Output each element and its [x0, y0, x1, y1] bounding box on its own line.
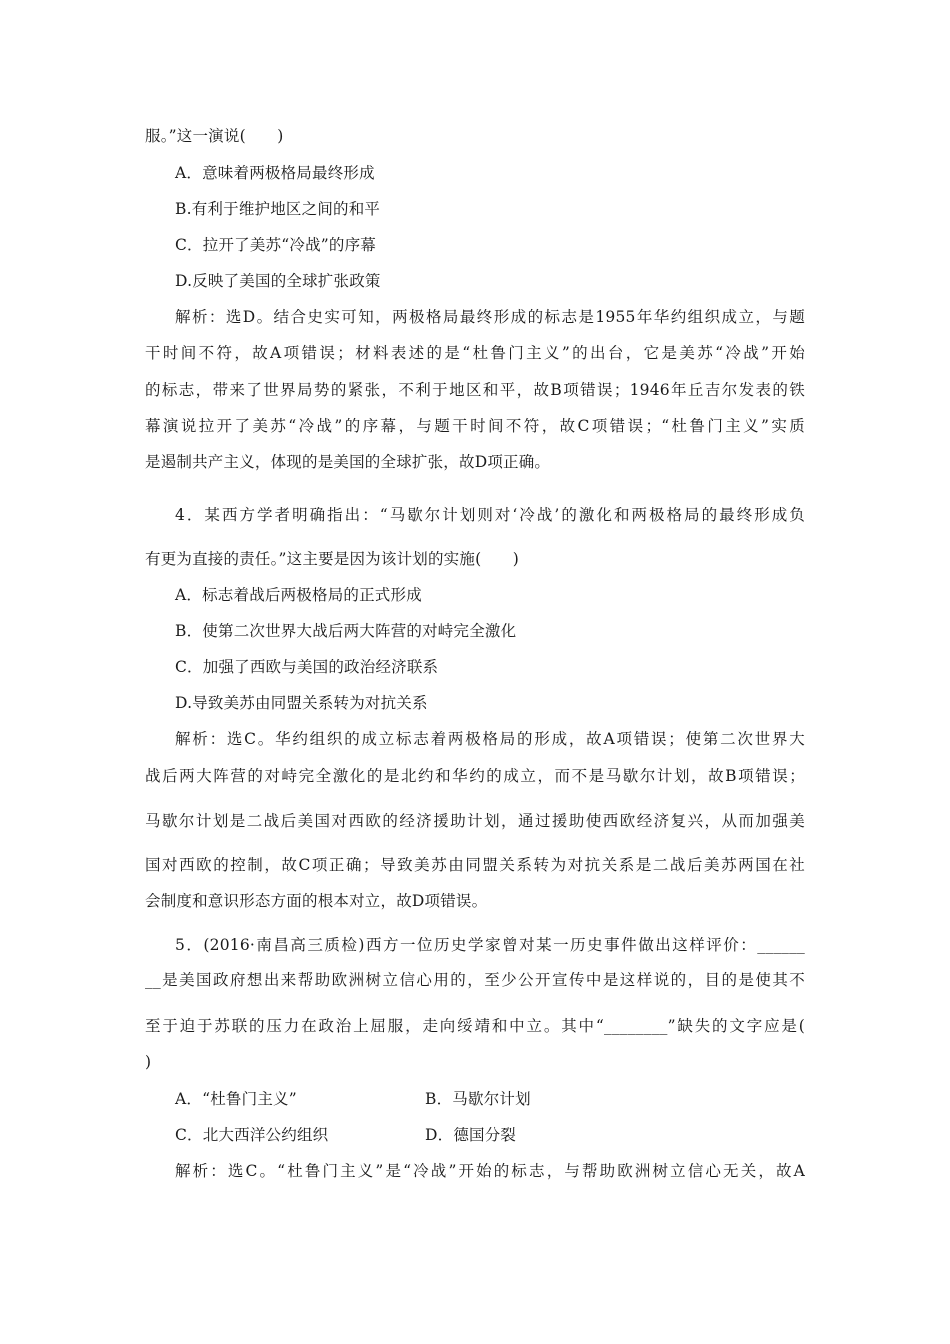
q3-analysis-line: 干时间不符，故A项错误；材料表述的是“杜鲁门主义”的出台，它是美苏“冷战”开始 — [145, 344, 805, 362]
q3-option-a: A．意味着两极格局最终形成 — [175, 164, 375, 182]
q4-option-a: A．标志着战后两极格局的正式形成 — [175, 586, 422, 604]
q4-analysis-line: 马歇尔计划是二战后美国对西欧的经济援助计划，通过援助使西欧经济复兴，从而加强美 — [145, 812, 805, 830]
q5-option-c: C．北大西洋公约组织 — [175, 1126, 329, 1144]
q4-option-d: D.导致美苏由同盟关系转为对抗关系 — [175, 694, 428, 712]
q3-stem-tail: 服。”这一演说( ) — [145, 127, 284, 145]
q3-option-d: D.反映了美国的全球扩张政策 — [175, 272, 381, 290]
q4-option-b: B．使第二次世界大战后两大阵营的对峙完全激化 — [175, 622, 517, 640]
q3-analysis-line: 幕演说拉开了美苏“冷战”的序幕，与题干时间不符，故C项错误；“杜鲁门主义”实质 — [145, 417, 805, 435]
q3-analysis-line: 的标志，带来了世界局势的紧张，不利于地区和平，故B项错误；1946年丘吉尔发表的铁 — [145, 381, 805, 399]
q3-option-b: B.有利于维护地区之间的和平 — [175, 200, 381, 218]
q5-option-a: A．“杜鲁门主义” — [175, 1090, 297, 1108]
q4-analysis-line: 会制度和意识形态方面的根本对立，故D项错误。 — [145, 892, 488, 910]
q3-analysis-line: 解析：选D。结合史实可知，两极格局最终形成的标志是1955年华约组织成立，与题 — [175, 308, 805, 326]
q5-stem-line: 至于迫于苏联的压力在政治上屈服，走向绥靖和中立。其中“________”缺失的文字应是( — [145, 1017, 805, 1035]
q4-analysis-line: 解析：选C。华约组织的成立标志着两极格局的形成，故A项错误；使第二次世界大 — [175, 730, 805, 748]
q4-stem-line: 4．某西方学者明确指出：“马歇尔计划则对‘冷战’的激化和两极格局的最终形成负 — [175, 506, 805, 524]
q5-stem-line: __是美国政府想出来帮助欧洲树立信心用的，至少公开宣传中是这样说的，目的是使其不 — [145, 971, 805, 989]
q3-option-c: C．拉开了美苏“冷战”的序幕 — [175, 236, 377, 254]
q4-stem-line: 有更为直接的责任。”这主要是因为该计划的实施( ) — [145, 550, 519, 568]
q5-option-b: B．马歇尔计划 — [425, 1090, 531, 1108]
q5-stem-line: ) — [145, 1053, 152, 1071]
q4-option-c: C．加强了西欧与美国的政治经济联系 — [175, 658, 439, 676]
q4-analysis-line: 国对西欧的控制，故C项正确；导致美苏由同盟关系转为对抗关系是二战后美苏两国在社 — [145, 856, 805, 874]
q5-option-d: D．德国分裂 — [425, 1126, 517, 1144]
q3-analysis-line: 是遏制共产主义，体现的是美国的全球扩张，故D项正确。 — [145, 453, 551, 471]
q5-analysis-line: 解析：选C。“杜鲁门主义”是“冷战”开始的标志，与帮助欧洲树立信心无关，故A — [175, 1162, 805, 1180]
q4-analysis-line: 战后两大阵营的对峙完全激化的是北约和华约的成立，而不是马歇尔计划，故B项错误； — [145, 767, 805, 785]
q5-stem-line: 5．(2016·南昌高三质检)西方一位历史学家曾对某一历史事件做出这样评价：______ — [175, 936, 805, 954]
